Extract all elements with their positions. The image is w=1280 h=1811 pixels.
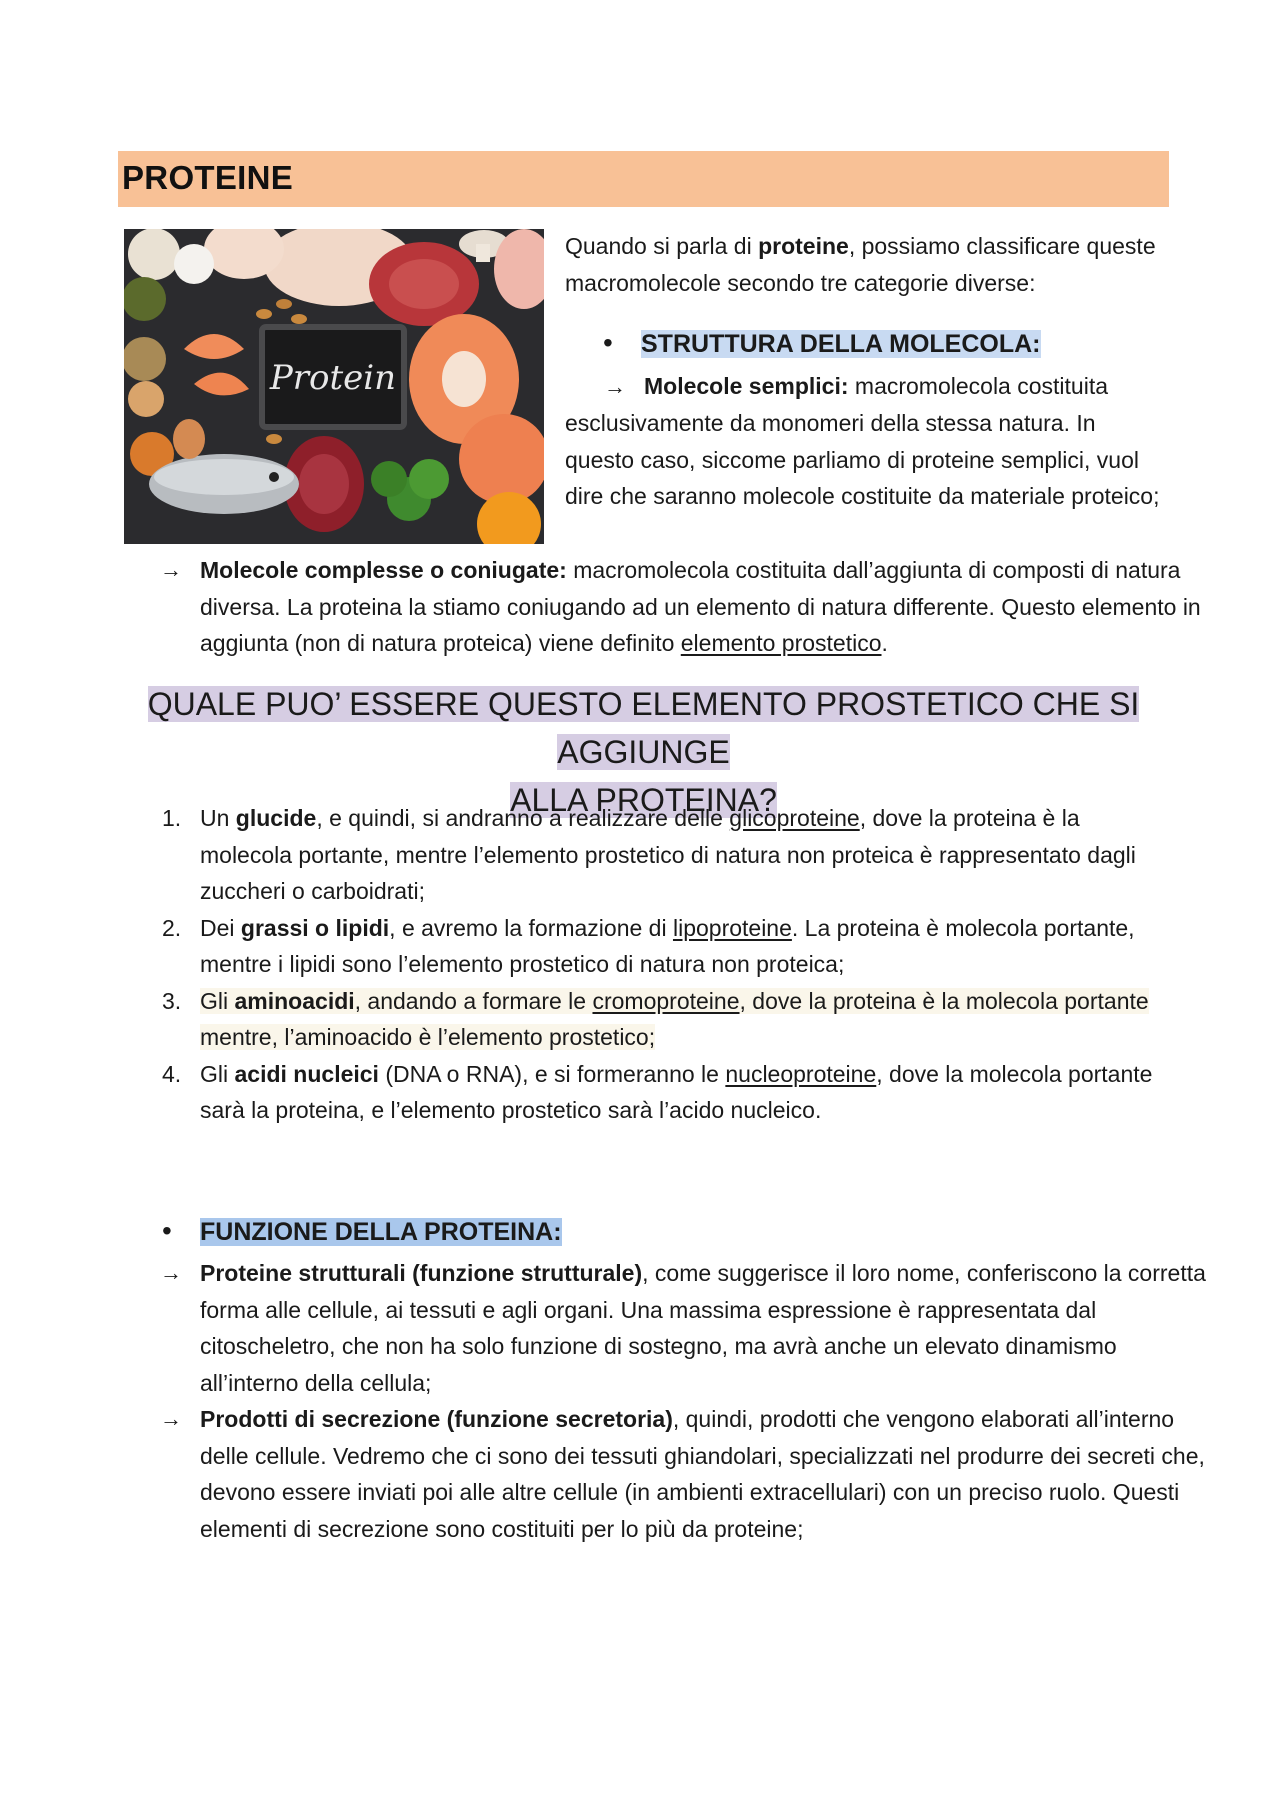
list-number: 2. <box>162 914 182 941</box>
complesse-end: . <box>881 630 888 656</box>
intro-text-2: , possiamo classificare queste macromolecole secondo tre categorie diverse: <box>565 233 1156 296</box>
section1-heading <box>641 326 1041 362</box>
semplici-bold: Molecole semplici: <box>644 373 849 399</box>
arrow-icon: → <box>160 1260 182 1285</box>
function-text: , come suggerisce il loro nome, conferiscono la corretta forma alle cellule, ai tessuti e agli organi. Una massima espressione è rappresentata dal citoscheletro, che non ha solo funzione di sostegno, ma avrà anche un elevato dinamismo all’interno della cellula; <box>200 1260 1206 1396</box>
semplici-first-line <box>604 368 1164 406</box>
list-mid: , e quindi, si andranno a realizzare delle <box>316 805 730 831</box>
list-post: , dove la molecola portante sarà la proteina, e l’elemento prostetico sarà l’acido nucleico. <box>200 1060 1153 1123</box>
elemento-prostetico-underlined: elemento prostetico <box>680 630 882 656</box>
list-pre: Un <box>200 805 236 831</box>
complesse-item <box>158 552 1220 662</box>
function-bold: Prodotti di secrezione (funzione secretoria) <box>200 1406 673 1432</box>
chalkboard-text: Protein <box>269 358 397 398</box>
list-mid: , andando a formare le <box>354 987 593 1014</box>
list-bold: aminoacidi <box>234 987 355 1014</box>
complesse-bold: Molecole complesse o coniugate: <box>200 557 567 583</box>
arrow-icon: → <box>160 557 182 582</box>
list-item <box>158 910 1178 983</box>
list-number: 4. <box>162 1060 182 1087</box>
complesse-text: macromolecola costituita dall’aggiunta di composti di natura diversa. La proteina la stiamo coniugando ad un elemento di natura differente. Questo elemento in aggiunta (non di natura proteica) viene definito <box>200 557 1201 656</box>
semplici-rest <box>565 405 1170 515</box>
list-pre: Dei <box>200 914 241 941</box>
list-pre: Gli <box>200 1060 235 1087</box>
list-bold: acidi nucleici <box>234 1060 379 1087</box>
protein-foods-photo <box>124 229 544 544</box>
intro-text-1: Quando si parla di <box>565 233 759 259</box>
list-post: , dove la proteina è la molecola portante mentre, l’aminoacido è l’elemento prostetico; <box>200 987 1149 1050</box>
list-underlined: cromoproteine <box>592 987 740 1014</box>
list-mid: , e avremo la formazione di <box>389 914 673 941</box>
list-number: 3. <box>162 987 182 1014</box>
function-bold: Proteine strutturali (funzione strutturale) <box>200 1260 643 1286</box>
list-item <box>158 1056 1178 1129</box>
arrow-icon: → <box>160 1406 182 1431</box>
list-item <box>158 983 1178 1056</box>
semplici-text-1: macromolecola costituita <box>848 373 1109 399</box>
question-line-1: QUALE PUO’ ESSERE QUESTO ELEMENTO PROSTETICO CHE SI AGGIUNGE <box>147 686 1140 770</box>
bullet-section1: • <box>603 327 613 358</box>
intro-paragraph <box>565 228 1165 301</box>
list-item <box>158 800 1178 910</box>
list-post: , dove la proteina è la molecola portante, mentre l’elemento prostetico di natura non proteica è rappresentato dagli zuccheri o carboidrati; <box>200 805 1136 904</box>
list-underlined: glicoproteine <box>729 805 860 831</box>
question-line-2: ALLA PROTEINA? <box>510 782 777 818</box>
title-bar <box>118 151 1169 207</box>
function-item-secretory <box>158 1401 1220 1547</box>
section2-heading-text: FUNZIONE DELLA PROTEINA: <box>200 1218 562 1246</box>
bullet-section2: • <box>162 1215 172 1246</box>
list-post: . La proteina è molecola portante, mentre i lipidi sono l’elemento prostetico di natura non proteica; <box>200 914 1135 977</box>
semplici-text-2: esclusivamente da monomeri della stessa natura. In questo caso, siccome parliamo di proteine semplici, vuol dire che saranno molecole costituite da materiale proteico; <box>565 410 1160 509</box>
list-underlined: lipoproteine <box>672 914 792 941</box>
function-text: , quindi, prodotti che vengono elaborati all’interno delle cellule. Vedremo che ci sono dei tessuti ghiandolari, specializzati nel produrre dei secreti che, devono essere inviati poi alle altre cellule (in ambienti extracellulari) con un preciso ruolo. Questi elementi di secrezione sono costituiti per lo più da proteine; <box>200 1406 1205 1542</box>
list-mid: (DNA o RNA), e si formeranno le <box>378 1060 726 1087</box>
list-bold: glucide <box>235 805 317 831</box>
photo-illustration <box>124 229 544 544</box>
page-title: PROTEINE <box>122 159 294 196</box>
list-number: 1. <box>162 805 182 831</box>
list-underlined: nucleoproteine <box>725 1060 877 1087</box>
intro-bold: proteine <box>758 233 849 259</box>
section2-heading <box>200 1214 562 1250</box>
section1-heading-text: STRUTTURA DELLA MOLECOLA: <box>641 330 1041 358</box>
function-item-structural <box>158 1255 1220 1401</box>
list-bold: grassi o lipidi <box>240 914 390 941</box>
prosthetic-elements-list <box>158 800 1178 1129</box>
arrow-icon: → <box>604 374 626 399</box>
list-pre: Gli <box>200 987 235 1014</box>
